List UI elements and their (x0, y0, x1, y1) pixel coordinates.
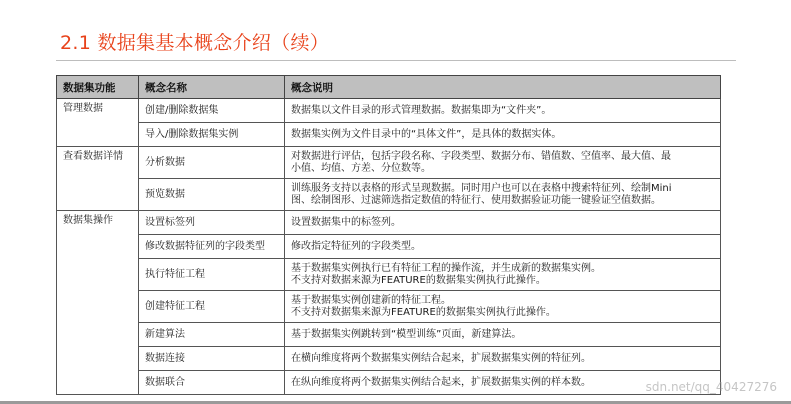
desc-line: 图、绘制图形、过滤筛选指定数值的特征行、使用数据验证功能一键验证空值数据。 (291, 194, 661, 206)
desc-line: 基于数据集实例跳转到“模型训练”页面，新建算法。 (291, 328, 522, 340)
concept-desc-cell (285, 323, 721, 347)
table-row (57, 371, 721, 395)
concept-name-cell: 修改数据特征列的字段类型 (139, 235, 285, 259)
title-divider (56, 60, 736, 61)
concept-desc-cell (285, 347, 721, 371)
concept-name-cell: 数据联合 (139, 371, 285, 395)
desc-line: 设置数据集中的标签列。 (291, 216, 401, 228)
table-row (57, 291, 721, 323)
desc-line: 对数据进行评估，包括字段名称、字段类型、数据分布、错值数、空值率、最大值、最 (291, 150, 671, 162)
table-row (57, 259, 721, 291)
concept-name-cell: 预览数据 (139, 179, 285, 211)
desc-line: 基于数据集实例执行已有特征工程的操作流，并生成新的数据集实例。 (291, 262, 601, 274)
category-cell: 查看数据详情 (57, 147, 139, 211)
table-row (57, 147, 721, 179)
concept-desc-cell (285, 259, 721, 291)
concept-name-cell: 导入/删除数据集实例 (139, 123, 285, 147)
header-concept-name: 概念名称 (139, 76, 285, 99)
concept-name-cell: 创建特征工程 (139, 291, 285, 323)
concept-name-cell: 数据连接 (139, 347, 285, 371)
concept-name-cell: 新建算法 (139, 323, 285, 347)
concept-name-cell: 分析数据 (139, 147, 285, 179)
table-row (57, 211, 721, 235)
desc-line: 基于数据集实例创建新的特征工程。 (291, 294, 451, 306)
table-row (57, 179, 721, 211)
watermark-text: sdn.net/qq_40427276 (645, 380, 777, 394)
concept-table (56, 75, 721, 395)
category-cell: 数据集操作 (57, 211, 139, 395)
concept-name-cell: 执行特征工程 (139, 259, 285, 291)
concept-desc-cell (285, 147, 721, 179)
concept-name-cell: 设置标签列 (139, 211, 285, 235)
desc-line: 训练服务支持以表格的形式呈现数据。同时用户也可以在表格中搜索特征列、绘制Mini (291, 182, 672, 194)
header-function: 数据集功能 (57, 76, 139, 99)
concept-desc-cell (285, 123, 721, 147)
desc-line: 小值、均值、方差、分位数等。 (291, 162, 431, 174)
table-row (57, 235, 721, 259)
concept-desc-cell (285, 211, 721, 235)
desc-line: 修改指定特征列的字段类型。 (291, 240, 421, 252)
desc-line: 数据集以文件目录的形式管理数据。数据集即为“文件夹”。 (291, 104, 552, 116)
table-row (57, 347, 721, 371)
concept-name-cell: 创建/删除数据集 (139, 99, 285, 123)
concept-desc-cell (285, 179, 721, 211)
desc-line: 在横向维度将两个数据集实例结合起来，扩展数据集实例的特征列。 (291, 352, 591, 364)
concept-desc-cell (285, 291, 721, 323)
table-row (57, 123, 721, 147)
table-row (57, 323, 721, 347)
desc-line: 数据集实例为文件目录中的“具体文件”，是具体的数据实体。 (291, 128, 562, 140)
category-cell: 管理数据 (57, 99, 139, 147)
concept-desc-cell (285, 235, 721, 259)
concept-desc-cell (285, 99, 721, 123)
table-header-row (57, 76, 721, 99)
desc-line: 不支持对数据集来源为FEATURE的数据集实例执行此操作。 (291, 306, 556, 318)
slide-title: 2.1 数据集基本概念介绍（续） (60, 32, 330, 54)
table-row (57, 99, 721, 123)
header-concept-desc: 概念说明 (285, 76, 721, 99)
desc-line: 在纵向维度将两个数据集实例结合起来，扩展数据集实例的样本数。 (291, 376, 591, 388)
desc-line: 不支持对数据来源为FEATURE的数据集实例执行此操作。 (291, 274, 546, 286)
